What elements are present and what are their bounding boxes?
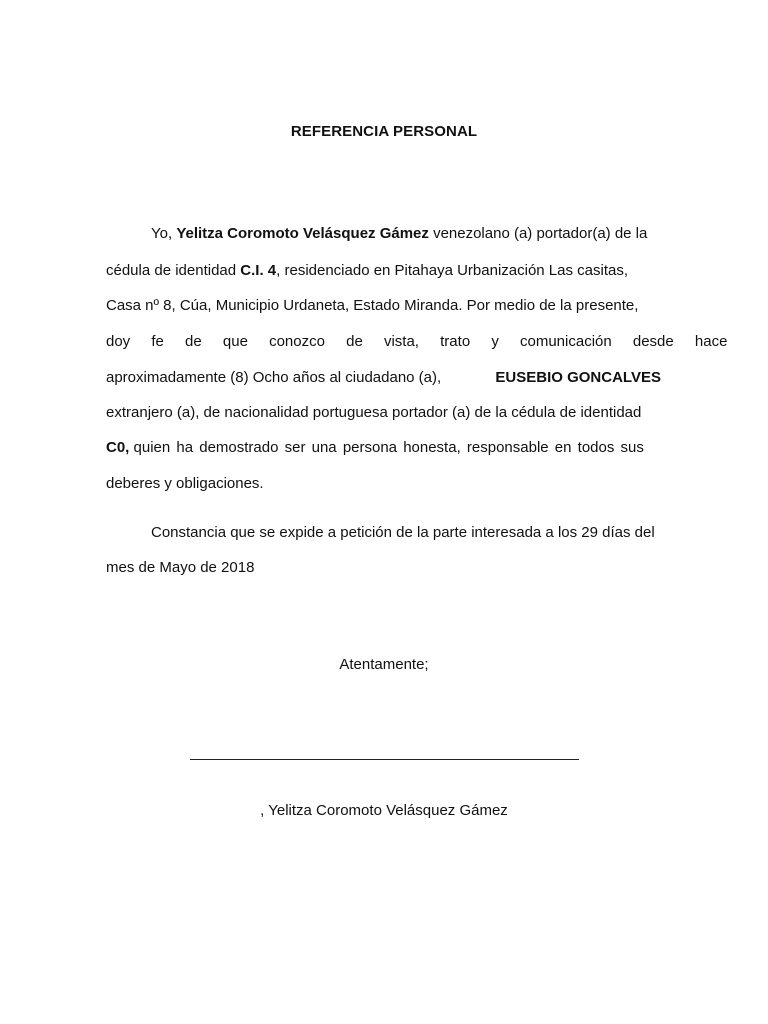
paragraph1-line2: [106, 261, 661, 281]
id-number: C.I. 4: [240, 262, 277, 279]
paragraph1-line5: [106, 368, 661, 388]
paragraph-text: quien ha demostrado ser una persona honesta, responsable en todos sus: [133, 439, 644, 456]
beneficiary-id: C0,: [106, 439, 130, 456]
closing-text: Atentamente;: [339, 656, 429, 673]
signature-line: [190, 759, 579, 760]
paragraph1-line8: deberes y obligaciones.: [106, 475, 264, 492]
paragraph1-line1: [151, 224, 661, 244]
paragraph1-line6: extranjero (a), de nacionalidad portuguesa portador (a) de la cédula de identidad: [106, 404, 642, 421]
signature-name: , Yelitza Coromoto Velásquez Gámez: [260, 802, 508, 819]
paragraph2-line1: Constancia que se expide a petición de la parte interesada a los 29 días del: [151, 524, 655, 541]
paragraph1-line3: Casa nº 8, Cúa, Municipio Urdaneta, Estado Miranda. Por medio de la presente,: [106, 297, 639, 314]
paragraph1-line7: [106, 438, 661, 458]
paragraph-text: aproximadamente (8) Ocho años al ciudadano (a),: [106, 369, 442, 386]
paragraph-text: , residenciado en Pitahaya Urbanización Las casitas,: [276, 262, 629, 279]
paragraph-text: venezolano (a) portador(a) de la: [433, 225, 648, 242]
paragraph-text: Yo,: [151, 225, 173, 242]
document-title: REFERENCIA PERSONAL: [290, 123, 478, 140]
paragraph-text: cédula de identidad: [106, 262, 237, 279]
declarant-name: Yelitza Coromoto Velásquez Gámez: [176, 225, 429, 242]
paragraph1-line4: doy fe de que conozco de vista, trato y comunicación desde hace: [106, 333, 728, 350]
beneficiary-name: EUSEBIO GONCALVES: [495, 369, 661, 386]
paragraph2-line2: mes de Mayo de 2018: [106, 559, 255, 576]
